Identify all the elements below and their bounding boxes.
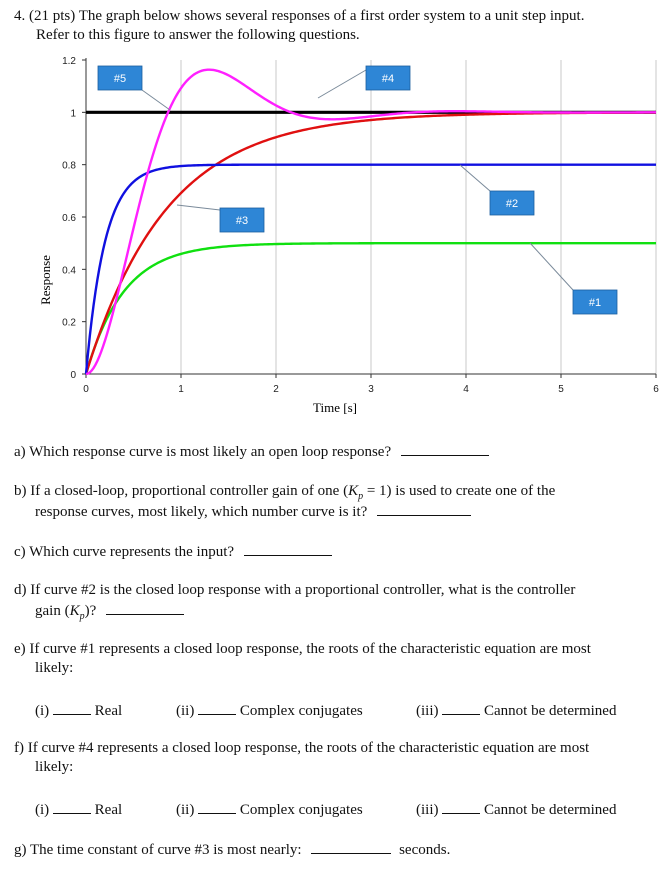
part-e-choices	[35, 700, 122, 721]
x-tick-label: 1	[178, 384, 184, 395]
part-d-text-post: )?	[84, 603, 97, 619]
part-b-text-line2: response curves, most likely, which number curve is it?	[35, 504, 368, 520]
part-e-question-line1: e) If curve #1 represents a closed loop response, the roots of the characteristic equation are most	[14, 641, 591, 657]
leader-line	[530, 243, 573, 290]
part-g-unit: seconds.	[399, 842, 451, 858]
part-f-choice3	[416, 799, 616, 820]
part-b-answer-blank[interactable]	[377, 501, 471, 516]
part-g-answer-blank[interactable]	[311, 839, 391, 854]
part-f-opt2-blank[interactable]	[198, 799, 236, 814]
x-tick-label: 2	[273, 384, 279, 395]
part-e-opt2-label: Complex conjugates	[239, 703, 363, 719]
part-f-opt2-label: Complex conjugates	[239, 802, 363, 818]
chart-series-labels	[98, 66, 617, 314]
y-axis-label: Response	[38, 255, 53, 305]
part-f-choice2	[176, 799, 363, 820]
part-f-opt3-blank[interactable]	[442, 799, 480, 814]
part-c-question	[14, 541, 332, 562]
part-e-opt1: (i)	[35, 703, 50, 719]
x-tick-label: 5	[558, 384, 564, 395]
part-e-opt3-label: Cannot be determined	[484, 703, 617, 719]
y-tick-label: 0.6	[62, 213, 76, 224]
part-e-opt1-label: Real	[94, 703, 123, 719]
part-b-text-pre: b) If a closed-loop, proportional controller gain of one (	[14, 483, 349, 499]
part-f-choices	[35, 799, 122, 820]
leader-line	[177, 205, 220, 210]
part-d-question-line2	[35, 600, 184, 626]
y-tick-label: 1.2	[62, 56, 76, 67]
y-tick-label: 0	[70, 370, 76, 381]
part-d-k: K	[69, 603, 80, 619]
part-c-text: c) Which curve represents the input?	[14, 544, 235, 560]
part-f-opt1-blank[interactable]	[53, 799, 91, 814]
part-f-opt3-label: Cannot be determined	[484, 802, 617, 818]
y-tick-label: 0.4	[62, 265, 76, 277]
part-e-choice2	[176, 700, 363, 721]
part-b-question-line2	[35, 501, 471, 522]
part-f-opt2: (ii)	[176, 802, 195, 818]
part-b-sub: p	[358, 491, 364, 502]
part-b-text-post: = 1) is used to create one of the	[363, 483, 556, 499]
x-tick-label: 4	[463, 384, 469, 395]
x-tick-label: 6	[653, 384, 659, 395]
leader-line	[142, 90, 170, 110]
y-tick-label: 0.8	[62, 160, 76, 172]
leader-line	[318, 70, 366, 98]
series-label-text: #1	[588, 297, 602, 309]
part-e-question-line2: likely:	[35, 660, 74, 676]
part-e-opt1-blank[interactable]	[53, 700, 91, 715]
part-d-text-pre: gain (	[35, 603, 70, 619]
part-a-answer-blank[interactable]	[401, 441, 489, 456]
x-tick-label: 0	[83, 384, 89, 395]
part-a-question	[14, 441, 489, 462]
part-c-answer-blank[interactable]	[244, 541, 332, 556]
series-label-text: #3	[235, 215, 249, 227]
part-d-sub: p	[79, 611, 85, 622]
part-f-question-line2: likely:	[35, 759, 74, 775]
part-f-opt3: (iii)	[416, 802, 439, 818]
question-header: 4. (21 pts) The graph below shows several responses of a first order system to a unit step input.	[14, 8, 585, 24]
part-d-question-line1: d) If curve #2 is the closed loop response with a proportional controller, what is the controller	[14, 582, 576, 598]
part-a-text: a) Which response curve is most likely an open loop response?	[14, 444, 392, 460]
chart-tick-labels	[62, 56, 659, 395]
leader-line	[460, 165, 490, 191]
part-g-question	[14, 839, 450, 860]
part-f-opt1: (i)	[35, 802, 50, 818]
series-label-text: #5	[113, 73, 127, 85]
part-e-opt2: (ii)	[176, 703, 195, 719]
series-label-text: #2	[505, 198, 519, 210]
part-d-answer-blank[interactable]	[106, 600, 184, 615]
x-tick-label: 3	[368, 384, 374, 395]
part-e-choice3	[416, 700, 616, 721]
series-label-text: #4	[381, 73, 395, 85]
y-tick-label: 0.2	[62, 317, 76, 329]
x-axis-label: Time [s]	[313, 400, 357, 415]
step-response-chart	[0, 48, 667, 420]
part-f-opt1-label: Real	[94, 802, 123, 818]
question-header-line2: Refer to this figure to answer the following questions.	[36, 27, 360, 43]
part-e-opt3: (iii)	[416, 703, 439, 719]
y-tick-label: 1	[70, 108, 76, 120]
chart-axes	[82, 58, 656, 378]
part-g-text: g) The time constant of curve #3 is most nearly:	[14, 842, 302, 858]
part-e-opt3-blank[interactable]	[442, 700, 480, 715]
part-f-question-line1: f) If curve #4 represents a closed loop response, the roots of the characteristic equation are most	[14, 740, 590, 756]
part-b-k: K	[348, 483, 359, 499]
part-e-opt2-blank[interactable]	[198, 700, 236, 715]
chart-leader-lines	[142, 70, 573, 290]
